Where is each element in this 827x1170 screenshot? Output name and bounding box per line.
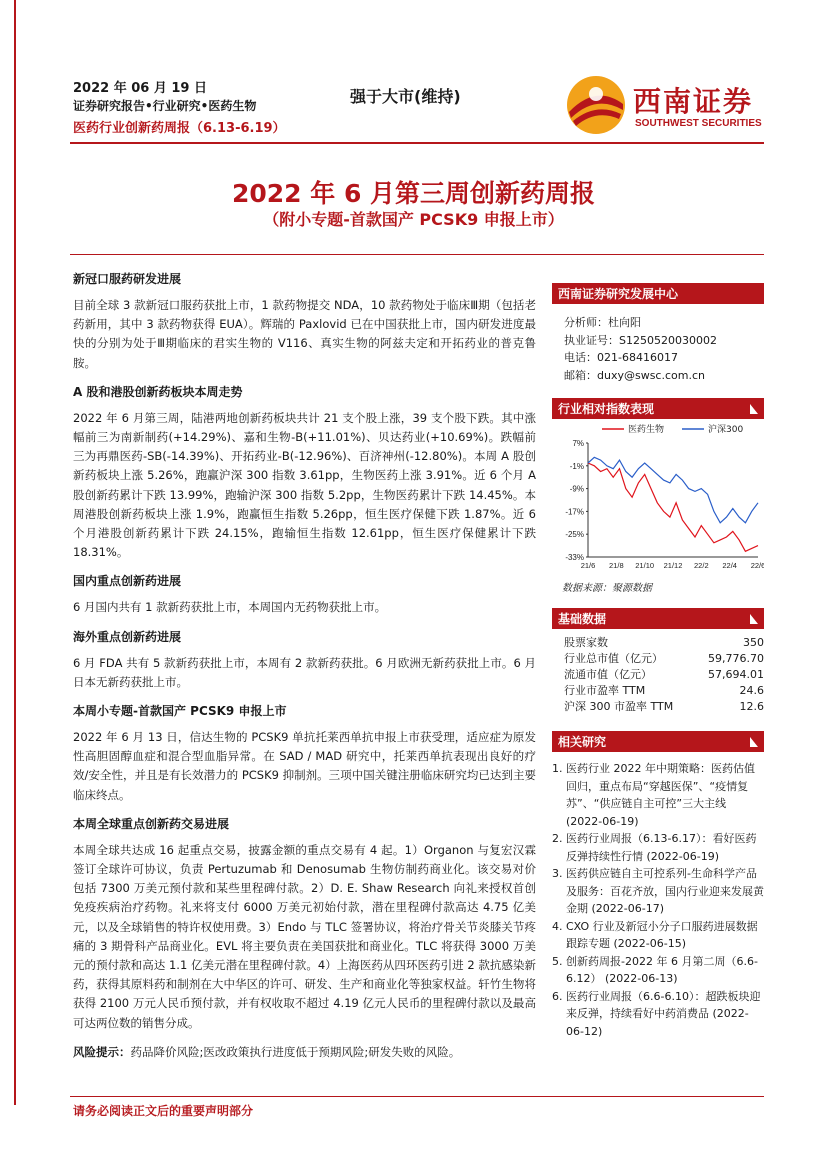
related-text: 医药行业 2022 年中期策略：医药估值回归，重点布局“穿越医保”、“疫情复苏”、“供应链自主可控”三大主线 (2022-06-19) bbox=[566, 762, 755, 828]
analyst-info bbox=[552, 304, 764, 384]
analyst-label: 分析师： bbox=[564, 316, 608, 329]
basic-label: 股票家数 bbox=[564, 636, 608, 649]
report-title: 2022 年 6 月第三周创新药周报 bbox=[231, 179, 596, 208]
x-tick-label: 22/4 bbox=[722, 561, 737, 570]
left-red-rule bbox=[14, 0, 16, 1105]
research-center-header bbox=[552, 283, 764, 304]
footer-rule bbox=[70, 1096, 764, 1097]
section-heading: 新冠口服药研发进展 bbox=[73, 272, 182, 286]
chart-heading: 行业相对指数表现 bbox=[558, 402, 655, 416]
x-tick-label: 21/10 bbox=[635, 561, 655, 570]
basic-heading: 基础数据 bbox=[558, 612, 607, 626]
chart-svg bbox=[552, 419, 764, 577]
related-num: 6. bbox=[552, 989, 563, 1003]
basic-row bbox=[564, 699, 764, 715]
related-num: 4. bbox=[552, 919, 563, 933]
legend-label: 医药生物 bbox=[628, 425, 665, 435]
basic-value: 59,776.70 bbox=[708, 652, 764, 665]
basic-row bbox=[564, 635, 764, 651]
basic-label: 行业市盈率 TTM bbox=[564, 684, 646, 697]
basic-value: 12.6 bbox=[739, 700, 764, 713]
related-text: 医药供应链自主可控系列-生命科学产品及服务：百花齐放，国内行业迎来发展黄金期 (2022-06-17) bbox=[566, 867, 764, 915]
basic-label: 沪深 300 市盈率 TTM bbox=[564, 700, 674, 713]
sidebar bbox=[552, 283, 764, 1040]
related-item[interactable] bbox=[552, 830, 764, 865]
related-item[interactable] bbox=[552, 988, 764, 1041]
basic-row bbox=[564, 651, 764, 667]
related-num: 3. bbox=[552, 867, 563, 880]
basic-data-list bbox=[552, 629, 764, 715]
related-item[interactable] bbox=[552, 760, 764, 830]
basic-value: 57,694.01 bbox=[708, 668, 764, 681]
industry-rating: 强于大市(维持) bbox=[350, 87, 461, 106]
title-rule bbox=[70, 254, 764, 255]
basic-label: 行业总市值（亿元） bbox=[564, 652, 663, 665]
analyst-label: 执业证号： bbox=[564, 333, 619, 347]
risk-label: 风险提示： bbox=[73, 1044, 131, 1059]
related-num: 1. bbox=[552, 762, 563, 775]
index-chart-section bbox=[552, 398, 764, 594]
y-tick-label: -25% bbox=[565, 530, 584, 540]
x-tick-label: 22/2 bbox=[694, 561, 709, 570]
y-tick-label: -9% bbox=[569, 484, 584, 494]
related-research-list bbox=[552, 752, 764, 1040]
x-tick-label: 22/6 bbox=[750, 561, 764, 570]
basic-label: 流通市值（亿元） bbox=[564, 668, 652, 681]
related-heading: 相关研究 bbox=[558, 735, 607, 749]
analyst-label: 邮箱： bbox=[564, 368, 597, 382]
company-logo bbox=[565, 74, 775, 138]
section-text: 本周全球共达成 16 起重点交易，披露金额的重点交易有 4 起。1）Organon 与复宏汉霖签订全球许可协议，负责 Pertuzumab 和 Denosumab 生物仿制药商业化。该交易对价包括 7300 万美元预付款和某些里程碑付款。2）D. E. Shaw Research 向礼来授权首创免疫疾病治疗药物。礼来将支付 6000 万美元初始付款，潜在里程碑付款高达 4.75 亿美元，以及全球销售的特许权使用费。3）Endo 与 TLC 签署协议，将治疗骨关节炎膝关节疼痛的 3 期骨科产品商业化。EVL 将主要负责在美国获批和商业化。TLC 将获得 3000 万美元的预付款和高达 1.1 亿美元潜在里程碑付款。4）上海医药从四环医药引进 2 款抗感染新药，获得其原料药和制剂在大中华区的许可、研发、生产和商业化等独家权益。轩竹生物将获得 2100 万元人民币预付款，并有权收取不超过 4.19 亿元人民币的里程碑付款以及最高可达两位数的销售分成。 bbox=[73, 842, 536, 1030]
analyst-value[interactable]: duxy@swsc.com.cn bbox=[597, 368, 705, 382]
related-research-header bbox=[552, 731, 764, 752]
analyst-value: 杜向阳 bbox=[608, 316, 641, 329]
related-research-section bbox=[552, 731, 764, 1040]
section-text: 6 月国内共有 1 款新药获批上市，本周国内无药物获批上市。 bbox=[73, 600, 387, 615]
logo-text-cn: 西南证券 bbox=[633, 85, 754, 118]
series-line-pharma bbox=[588, 463, 758, 551]
section-heading: 本周全球重点创新药交易进展 bbox=[73, 816, 230, 831]
analyst-value: S1250520030002 bbox=[619, 333, 717, 347]
analyst-row bbox=[564, 314, 764, 332]
y-tick-label: -17% bbox=[565, 507, 584, 517]
related-text: 医药行业周报（6.6-6.10）：超跌板块迎来反弹，持续看好中药消费品 (2022-06-12) bbox=[566, 989, 761, 1038]
y-tick-label: 7% bbox=[572, 439, 584, 448]
section-text: 2022 年 6 月 13 日，信达生物的 PCSK9 单抗托莱西单抗申报上市获受理，适应症为原发性高胆固醇血症和混合型血脂异常。在 SAD / MAD 研究中，托莱西单抗表现出良好的疗效/安全性，并且是有长效潜力的 PCSK9 抑制剂。三项中国关键注册临床研究均已达到主要临床终点。 bbox=[73, 730, 536, 802]
relative-index-chart bbox=[552, 419, 764, 577]
related-num: 5. bbox=[552, 954, 563, 968]
related-num: 2. bbox=[552, 832, 563, 845]
related-text: 医药行业周报（6.13-6.17）：看好医药反弹持续性行情 (2022-06-19) bbox=[566, 832, 757, 863]
report-date: 2022 年 06 月 19 日 bbox=[73, 81, 207, 96]
legend-label: 沪深300 bbox=[708, 425, 744, 435]
related-item[interactable] bbox=[552, 865, 764, 918]
section-heading: 国内重点创新药进展 bbox=[73, 574, 182, 589]
logo-text-en: SOUTHWEST SECURITIES bbox=[635, 118, 762, 129]
report-series: 医药行业创新药周报（6.13-6.19） bbox=[73, 121, 286, 136]
research-center-label: 西南证券研究发展中心 bbox=[558, 287, 679, 301]
related-item[interactable] bbox=[552, 953, 764, 988]
analyst-label: 电话： bbox=[564, 351, 597, 364]
chart-header bbox=[552, 398, 764, 419]
logo-emblem-icon bbox=[565, 74, 627, 136]
section-text: 6 月 FDA 共有 5 款新药获批上市，本周有 2 款新药获批。6 月欧洲无新药获批上市。6 月日本无新药获批上市。 bbox=[73, 655, 536, 689]
analyst-value: 021-68416017 bbox=[597, 351, 678, 364]
basic-row bbox=[564, 667, 764, 683]
analyst-row bbox=[564, 367, 764, 385]
section-heading: 本周小专题-首款国产 PCSK9 申报上市 bbox=[73, 704, 287, 719]
basic-data-section bbox=[552, 608, 764, 715]
analyst-row bbox=[564, 332, 764, 350]
series-line-csi300 bbox=[588, 457, 758, 523]
section-heading: 海外重点创新药进展 bbox=[73, 629, 182, 644]
basic-row bbox=[564, 683, 764, 699]
corner-triangle-icon bbox=[750, 614, 758, 624]
y-tick-label: -1% bbox=[569, 461, 584, 471]
report-category: 证券研究报告•行业研究•医药生物 bbox=[73, 99, 257, 113]
analyst-row bbox=[564, 349, 764, 367]
section-text: 目前全球 3 款新冠口服药获批上市，1 款药物提交 NDA，10 款药物处于临床Ⅲ期（包括老药新用，其中 3 款药物获得 EUA）。辉瑞的 Paxlovid 已在中国获批上市，国内研发进度最快的分别为处于Ⅲ期临床的君实生物的 V116、真实生物的阿兹夫定和开拓药业的普克鲁胺。 bbox=[73, 298, 536, 370]
report-subtitle: （附小专题-首款国产 PCSK9 申报上市） bbox=[263, 210, 564, 229]
corner-triangle-icon bbox=[750, 737, 758, 747]
related-text: 创新药周报-2022 年 6 月第二周（6.6-6.12） (2022-06-13) bbox=[566, 954, 758, 985]
risk-text: 药品降价风险;医改政策执行进度低于预期风险;研发失败的风险。 bbox=[130, 1044, 461, 1059]
risk-warning bbox=[73, 1043, 536, 1062]
basic-value: 350 bbox=[743, 636, 764, 649]
y-tick-label: -33% bbox=[565, 553, 584, 562]
chart-source: 数据来源：聚源数据 bbox=[562, 583, 652, 594]
footer-disclaimer: 请务必阅读正文后的重要声明部分 bbox=[73, 1104, 254, 1118]
x-tick-label: 21/6 bbox=[580, 561, 596, 570]
section-text: 2022 年 6 月第三周，陆港两地创新药板块共计 21 支个股上涨，39 支个股下跌。其中涨幅前三为南新制药(+14.29%)、嘉和生物-B(+11.01%)、贝达药业(+10.69%)。跌幅前三为再鼎医药-SB(-14.39%)、开拓药业-B(-12.96%)、百济神州(-12.80%)。本周 A 股创新药板块上涨 5.26%，跑赢沪深 300 指数 3.61pp，生物医药上涨 3.91%。近 6 个月 A 股创新药累计下跌 13.99%，跑输沪深 300 指数 5.2pp，生物医药累计下跌 14.45%。本周港股创新药板块上涨 1.9%，跑赢恒生指数 5.26pp，恒生医疗保健下跌 1.87%。近 6 个月港股创新药累计下跌 24.15%，跑输恒生指数 12.61pp，恒生医疗保健累计下跌 18.31%。 bbox=[73, 410, 536, 560]
main-content bbox=[73, 270, 536, 1062]
basic-value: 24.6 bbox=[739, 684, 764, 697]
header-rule bbox=[70, 142, 764, 144]
related-text: CXO 行业及新冠小分子口服药进展数据跟踪专题 (2022-06-15) bbox=[566, 919, 758, 950]
related-item[interactable] bbox=[552, 918, 764, 953]
x-tick-label: 21/8 bbox=[609, 561, 624, 570]
basic-data-header bbox=[552, 608, 764, 629]
x-tick-label: 21/12 bbox=[663, 561, 683, 570]
corner-triangle-icon bbox=[750, 404, 758, 414]
section-heading: A 股和港股创新药板块本周走势 bbox=[73, 384, 243, 399]
